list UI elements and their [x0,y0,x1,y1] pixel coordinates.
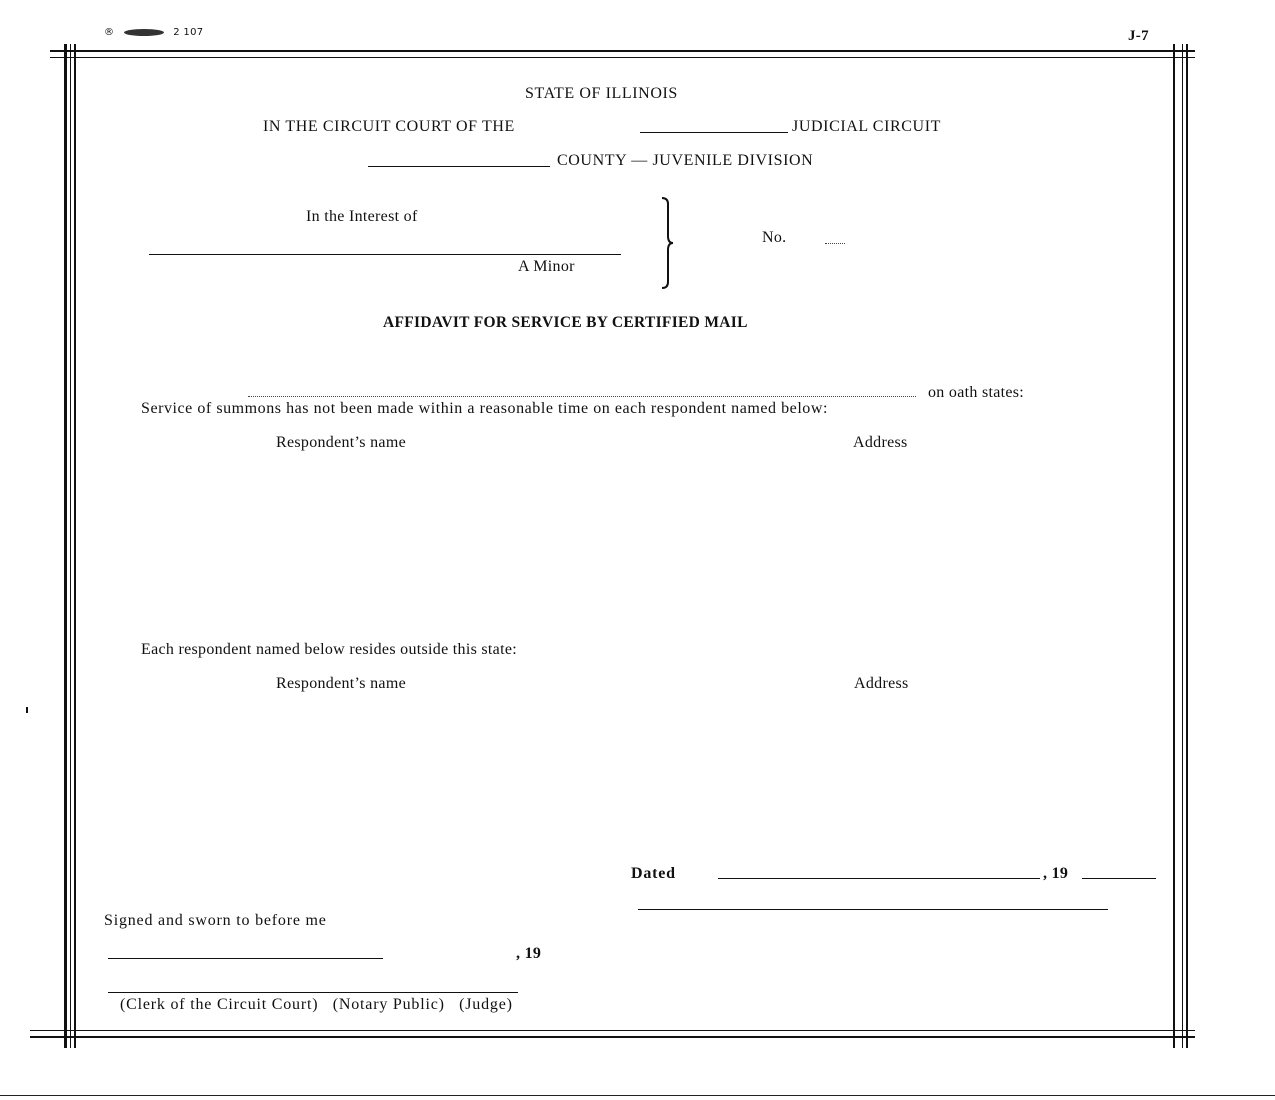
printer-logo-icon [124,29,164,36]
jurat-label: Signed and sworn to before me [104,912,327,929]
county-suffix: COUNTY — JUVENILE DIVISION [557,152,814,169]
court-prefix: IN THE CIRCUIT COURT OF THE [263,118,515,135]
judicial-circuit-field[interactable] [640,118,788,133]
not-served-col-address: Address [853,434,908,451]
form-id: J-7 [1128,28,1149,44]
jurat-year-prefix: , 19 [516,945,542,962]
case-number-field[interactable] [825,231,845,244]
registered-icon: ® [104,27,115,38]
union-label-mark [104,27,203,38]
brace-icon [660,196,676,290]
not-served-statement: Service of summons has not been made within a reasonable time on each respondent named below: [141,400,828,417]
minor-name-field[interactable] [149,240,621,255]
jurat-date-field[interactable] [108,944,383,959]
officer-signature-field[interactable] [108,980,518,993]
not-served-col-name: Respondent’s name [276,434,406,451]
scan-speck [26,707,28,713]
outside-state-col-name: Respondent’s name [276,675,406,692]
case-number-label: No. [762,229,787,246]
outside-state-respondent-list[interactable] [141,700,1141,840]
oath-label: on oath states: [928,384,1025,401]
affiant-signature-field[interactable] [638,895,1108,910]
document-title: AFFIDAVIT FOR SERVICE BY CERTIFIED MAIL [383,314,748,331]
outside-state-statement: Each respondent named below resides outside this state: [141,641,517,658]
interest-label: In the Interest of [306,208,418,225]
outside-state-col-address: Address [854,675,909,692]
county-field[interactable] [368,152,550,167]
court-suffix: JUDICIAL CIRCUIT [792,118,941,135]
dated-year-prefix: , 19 [1043,865,1069,882]
dated-label: Dated [631,865,676,882]
not-served-respondent-list[interactable] [141,460,1141,630]
printer-mark: 2 107 [173,27,204,38]
minor-label: A Minor [518,258,575,275]
scan-bottom-edge [0,1095,1275,1096]
affiant-name-field[interactable] [248,384,916,397]
jurat-year-field[interactable] [560,944,628,958]
officer-titles: (Clerk of the Circuit Court) (Notary Public) (Judge) [120,996,513,1013]
state-heading: STATE OF ILLINOIS [525,85,678,102]
dated-year-field[interactable] [1082,864,1156,879]
dated-date-field[interactable] [718,864,1040,879]
